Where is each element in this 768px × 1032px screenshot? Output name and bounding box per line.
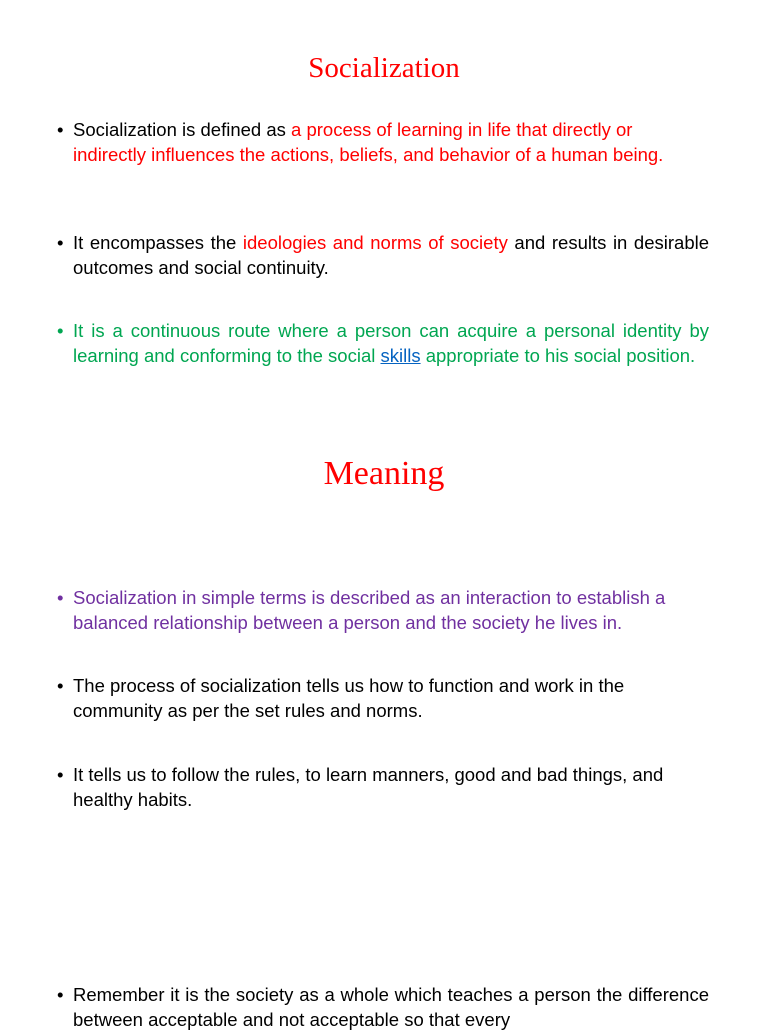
bullet-ideologies	[57, 231, 709, 280]
bullet-text: Socialization is defined as	[73, 119, 292, 140]
bullet-icon: •	[57, 119, 64, 140]
bullet-remember	[57, 983, 709, 1032]
section-title-meaning: Meaning	[323, 455, 445, 492]
page-title-socialization: Socialization	[308, 52, 460, 84]
bullet-highlight: a process of learning in life that directly or indirectly influences the actions, beliefs, and behavior of a human being.	[73, 119, 664, 165]
bullet-text-suffix: appropriate to his social position.	[420, 344, 696, 366]
bullet-icon: •	[57, 232, 64, 253]
bullet-text: It encompasses the	[73, 232, 243, 253]
skills-link[interactable]: skills	[380, 344, 421, 366]
bullet-icon: •	[57, 764, 64, 785]
bullet-process	[57, 674, 709, 723]
bullet-highlight: ideologies and norms of society	[242, 232, 508, 253]
bullet-icon: •	[57, 675, 64, 696]
bullet-icon: •	[57, 587, 64, 608]
bullet-text: It is a continuous route where a person can acquire a personal identity by learning and conforming to the social	[73, 320, 709, 366]
bullet-rules	[57, 763, 709, 812]
bullet-text: It tells us to follow the rules, to learn manners, good and bad things, and healthy habits.	[73, 764, 664, 810]
bullet-text: Socialization in simple terms is described as an interaction to establish a balanced relationship between a person and the society he lives in.	[73, 587, 666, 633]
bullet-text: The process of socialization tells us how to function and work in the community as per the set rules and norms.	[73, 675, 625, 721]
bullet-icon: •	[57, 984, 64, 1005]
bullet-text: Remember it is the society as a whole which teaches a person the difference between acceptable and not acceptable so that every	[73, 984, 709, 1030]
bullet-text-suffix: and results in desirable outcomes and social continuity.	[73, 232, 710, 278]
bullet-simple-terms	[57, 586, 709, 635]
bullet-icon: •	[57, 320, 64, 341]
bullet-definition	[57, 118, 709, 167]
bullet-continuous-route	[57, 319, 709, 368]
